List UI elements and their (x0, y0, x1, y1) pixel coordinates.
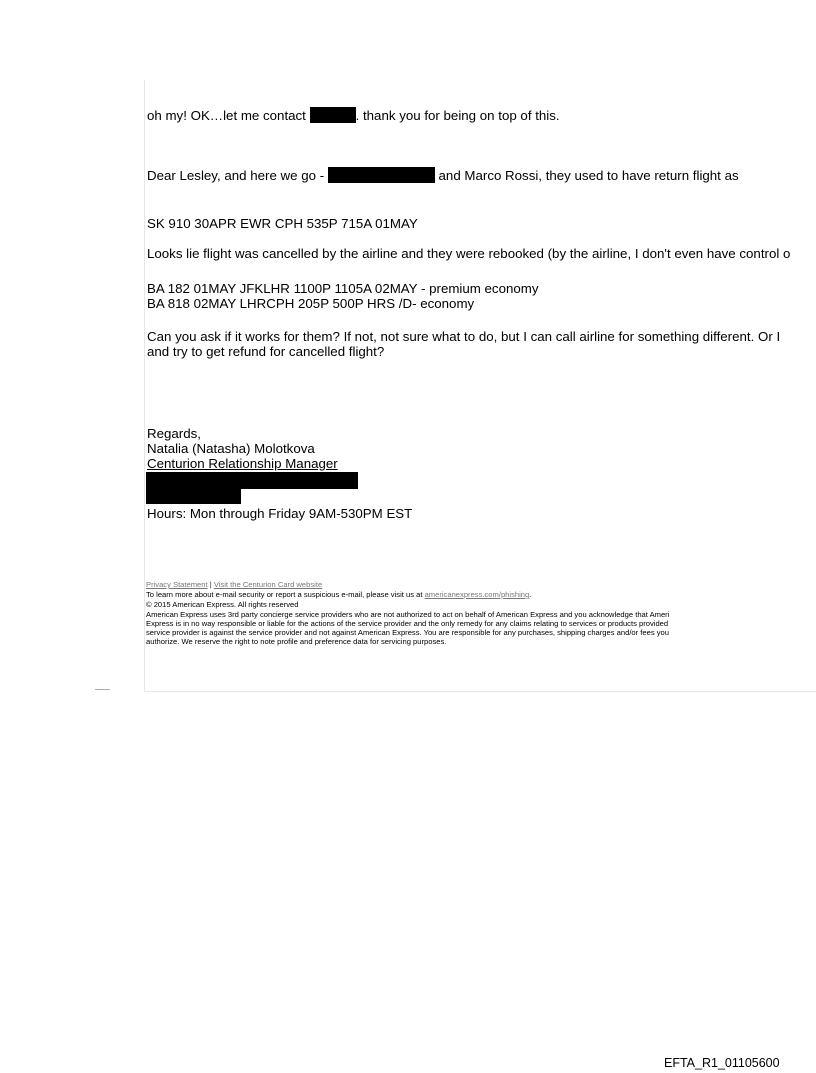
phishing-link[interactable]: americanexpress.com/phishing (424, 590, 530, 599)
security-text-end: . (529, 590, 532, 599)
margin-mark (95, 689, 110, 690)
rebooked-flight-1: BA 182 01MAY JFKLHR 1100P 1105A 02MAY - premium economy (147, 281, 539, 296)
reply-text-end: . thank you for being on top of this. (355, 108, 560, 123)
privacy-statement-link[interactable]: Privacy Statement (146, 580, 208, 589)
security-text: To learn more about e-mail security or report a suspicious e-mail, please visit us at (146, 590, 425, 599)
original-flight: SK 910 30APR EWR CPH 535P 715A 01MAY (147, 216, 418, 231)
footer-disclaimer-2: Express is in no way responsible or liable for the actions of the service provider and the only remedy for any claims relating to services or products provided (146, 619, 669, 628)
footer-links (146, 580, 322, 589)
signature-hours: Hours: Mon through Friday 9AM-530PM EST (147, 506, 413, 521)
bates-number: EFTA_R1_01105600 (664, 1056, 780, 1070)
redaction-box (146, 472, 358, 489)
reply-text-start: oh my! OK…let me contact (147, 108, 310, 123)
footer-copyright: © 2015 American Express. All rights reserved (146, 600, 299, 609)
footer-disclaimer-3: service provider is against the service provider and not against American Express. You are responsible for any purchases, shipping charges and/or fees you (146, 628, 669, 637)
footer-disclaimer-4: authorize. We reserve the right to note profile and preference data for servicing purposes. (146, 637, 447, 646)
link-separator: | (207, 580, 214, 589)
redaction-box (146, 489, 241, 504)
redaction-box (328, 167, 435, 183)
greeting-text-start: Dear Lesley, and here we go - (147, 168, 328, 183)
centurion-card-link[interactable]: Visit the Centurion Card website (213, 580, 323, 589)
footer-security (146, 590, 531, 599)
reply-line (147, 107, 560, 123)
signature-regards: Regards, (147, 426, 201, 441)
greeting-text-end: and Marco Rossi, they used to have return flight as (434, 168, 739, 183)
cancel-note: Looks lie flight was cancelled by the airline and they were rebooked (by the airline, I don't even have control o (147, 246, 791, 261)
rebooked-flight-2: BA 818 02MAY LHRCPH 205P 500P HRS /D- economy (147, 296, 475, 311)
greeting-line (147, 167, 739, 183)
question-line-2: and try to get refund for cancelled flight? (147, 344, 385, 359)
signature-title: Centurion Relationship Manager (147, 456, 338, 471)
signature-name: Natalia (Natasha) Molotkova (147, 441, 315, 456)
redaction-box (310, 107, 356, 123)
footer-disclaimer-1: American Express uses 3rd party concierge service providers who are not authorized to act on behalf of American Express and you acknowledge that Ameri (146, 610, 670, 619)
question-line-1: Can you ask if it works for them? If not, not sure what to do, but I can call airline for something different. Or I (147, 329, 781, 344)
